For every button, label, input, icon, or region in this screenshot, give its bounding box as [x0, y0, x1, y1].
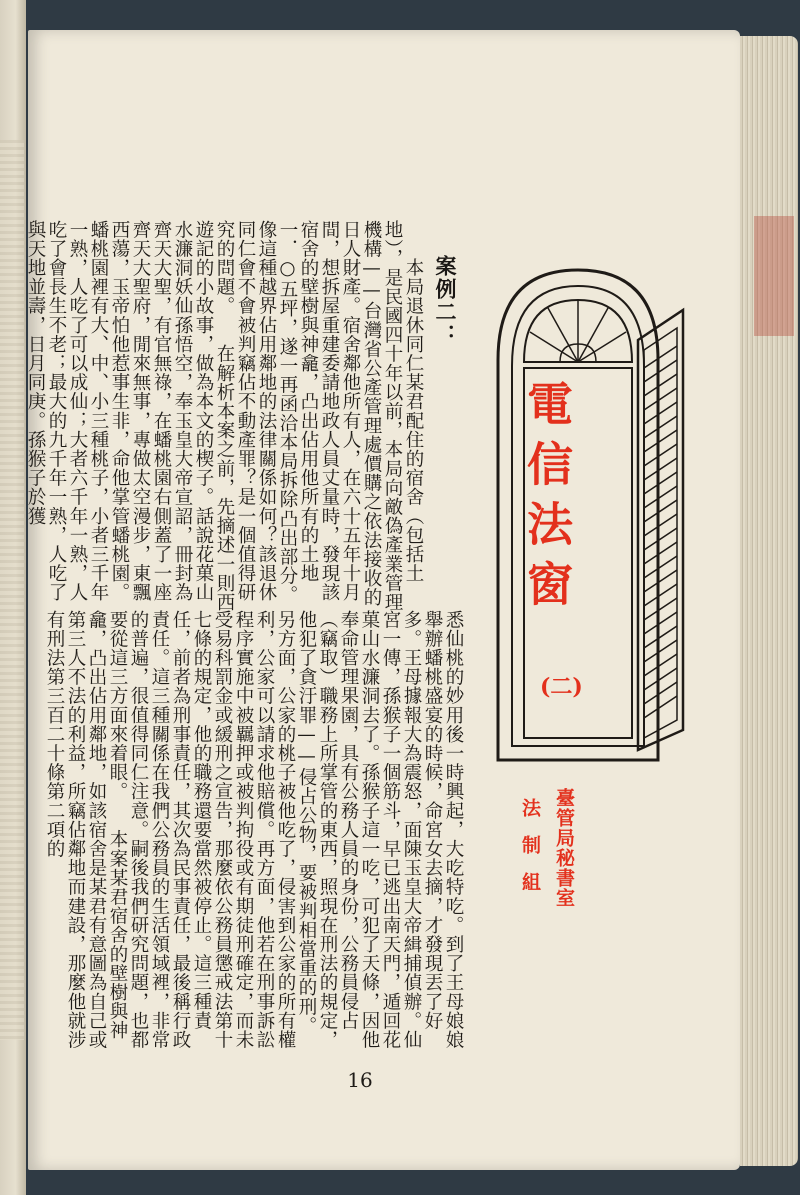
case-heading: 案例二： — [433, 255, 457, 347]
adjacent-page-sliver — [0, 140, 24, 1040]
article-text-bottom: 悉仙桃的妙用後一時興起，大吃特吃。到了王母娘娘舉辦蟠桃盛宴的時候，命宮女去摘，才發現丟了好多。王母據報大為震怒，面陳玉皇大帝緝捕偵辦。仙宮一傳，孫猴子一個筋斗，早已逃出南天門，遁回花菓山水濂洞去了。孫猴子這一吃，可犯了天條，因他奉命管理果園，具有公務人員的身份，公務員侵占（竊取）職務上所掌管的東西，照現在刑法的規定，他犯了貪汙罪——侵占公物，要被判相當重的刑。另方面，公家的桃子被他吃了，侵害到公家的所有權利，公家可以請求他賠償。再方面，他若在刑事訴訟程序實施中被羈押或被判拘役或有期徒刑確定，而未受易科罰金或緩刑之宣告，那麼依公務員懲戒法第十七條的規定，他的職務還要當然被停止。這三種責任，前者為刑事責任，其次為民事責任，最後稱行政責任。這三種關係在我們公務員的生活領域裡，非常的普遍，很值得同仁注意。嗣後我們研究問題，也都要從這三方面來着眼。 本案某君宿舍的壁樹與神龕，凸出佔用鄰地，如該宿舍是某君有意圖為自己或第三人不法的利益，所竊佔鄰地而建設，那麼他就涉有刑法第三百二十條第二項的 — [44, 610, 464, 1050]
article-text-top: 本局退休同仁某君配住的宿舍（包括土地），是民國四十年以前，本局向敵偽產業管理機構——台灣省公產管理處價購之依法接收的日人財產。宿舍鄰他所有人，在六十五年十月間，想拆屋重建委請地政人員丈量時，發現該宿舍的壁樹與神龕，凸出佔用他所有的土地一．○五坪，遂一再函洽本局拆除凸出部分。像這種越界佔用鄰地的法律關係如何？該退休同仁會不會被判竊佔不動產罪？是一個值得研究的問題。 在解析本案之前，先摘述一則西遊記的小故事，做為本文的楔子。話說花菓山水濂洞妖仙孫悟空，奉玉皇大帝宣詔，冊封為齊天大聖，有官無祿，在蟠桃園右側蓋了一座齊天大聖府，閒來無事，專做太空漫步，東飄西蕩，玉帝怕他惹事生非，命他掌管蟠桃園。蟠桃園裡有大、中、小三種桃子，小者三千年一熟，人吃了可以成仙；大者六千年一熟，人吃了會長生不老；最大的九千年一熟，人吃了與天地並壽，日月同庚。孫猴子於獲 — [25, 220, 424, 612]
shutter — [638, 310, 683, 750]
organization-name: 臺管局秘書室 — [553, 788, 575, 908]
window-illustration — [478, 250, 688, 770]
page-edges — [740, 36, 798, 1166]
page-number: 16 — [347, 1068, 373, 1092]
column-title: 電信法窗 — [520, 380, 574, 620]
department-name: 法制組 — [519, 798, 541, 909]
issue-number: (二) — [540, 674, 583, 700]
